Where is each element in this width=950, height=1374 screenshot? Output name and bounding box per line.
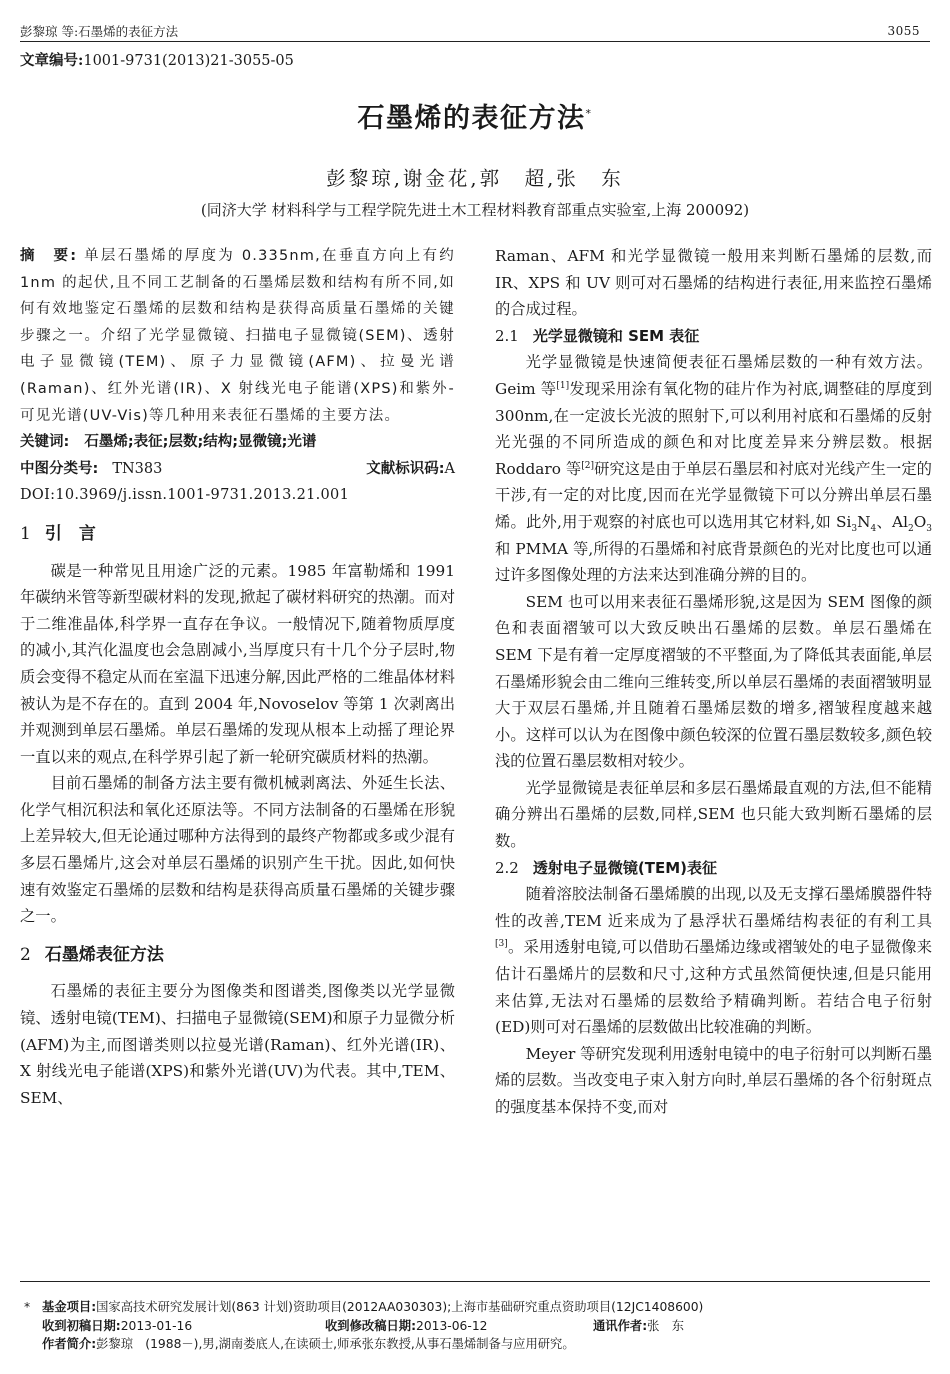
keywords (20, 429, 455, 456)
section-2-title: 石墨烯表征方法 (44, 944, 164, 965)
running-head: 彭黎琼 等:石墨烯的表征方法 (20, 24, 179, 39)
section-2-2-heading (495, 855, 932, 882)
article-number-value: 1001-9731(2013)21-3055-05 (83, 53, 294, 69)
funding-label: 基金项目: (42, 1300, 97, 1314)
paper-title (0, 96, 950, 135)
text-run: 发现采用涂有氧化物的硅片作为衬底,调整硅的厚度到 300nm,在一定波长光波的照射下,可以利用衬底和石墨烯的反射光光强的不同所造成的颜色和对比度差异来分辨层数。根据 Roddaro 等 (495, 379, 932, 478)
received-label: 收到初稿日期: (42, 1318, 121, 1333)
section-1-number: 1 (20, 523, 31, 544)
doc-code-value: A (444, 460, 455, 477)
bio-text: 彭黎琼 (1988－),男,湖南娄底人,在读硕士,师承张东教授,从事石墨烯制备与应用研究。 (96, 1337, 575, 1351)
section-1-paragraph-2: 目前石墨烯的制备方法主要有微机械剥离法、外延生长法、化学气相沉积法和氧化还原法等。不同方法制备的石墨烯在形貌上差异较大,但无论通过哪种方法得到的最终产物都或多或少混有多层石墨烯片,这会对单层石墨烯的识别产生干扰。因此,如何快速有效鉴定石墨烯的层数和结构是获得高质量石墨烯的关键步骤之一。 (20, 774, 455, 926)
footnote-rule (20, 1281, 930, 1282)
authors: 彭黎琼,谢金花,郭 超,张 东 (326, 167, 624, 190)
clc (20, 456, 162, 483)
affiliation: (同济大学 材料科学与工程学院先进土木工程材料教育部重点实验室,上海 200092) (200, 201, 750, 219)
header-rule (20, 41, 930, 42)
section-2-2-paragraph-1 (495, 881, 932, 1041)
keywords-value: 石墨烯;表征;层数;结构;显微镜;光谱 (84, 434, 317, 451)
section-2-2-title: 透射电子显微镜(TEM)表征 (532, 858, 717, 877)
formula-subscript: 3 (851, 523, 858, 534)
section-2-paragraph-1-cont: Raman、AFM 和光学显微镜一般用来判断石墨烯的层数,而 IR、XPS 和 UV 则可对石墨烯的结构进行表征,用来监控石墨烯的合成过程。 (495, 247, 932, 319)
page-number: 3055 (887, 24, 920, 38)
section-1-heading (20, 521, 455, 548)
received-value: 2013-01-16 (120, 1318, 193, 1333)
bio-label: 作者简介: (42, 1337, 97, 1351)
citation-1: [1] (556, 380, 570, 391)
clc-label: 中图分类号: (20, 460, 99, 477)
text-run: 和 PMMA 等,所得的石墨烯和衬底背景颜色的光对比度也可以通过许多图像处理的方法来达到准确分辨的目的。 (495, 539, 932, 585)
formula-subscript: 2 (907, 523, 914, 534)
footnote (24, 1298, 932, 1354)
funding-line (42, 1298, 932, 1317)
formula-part: O (913, 512, 927, 531)
abstract-text: 单层石墨烯的厚度为 0.335nm,在垂直方向上有约 1nm 的起伏,且不同工艺制备的石墨烯层数和结构有所不同,如何有效地鉴定石墨烯的层数和结构是获得高质量石墨烯的关键步骤之一。介绍了光学显微镜、扫描电子显微镜(SEM)、透射电子显微镜(TEM)、原子力显微镜(AFM)、拉曼光谱(Raman)、红外光谱(IR)、X 射线光电子能谱(XPS)和紫外-可见光谱(UV-Vis)等几种用来表征石墨烯的主要方法。 (20, 248, 455, 424)
section-1-title: 引 言 (44, 523, 96, 544)
doc-code (366, 456, 455, 483)
formula-part: Si (836, 512, 852, 531)
classification-row (20, 456, 455, 483)
formula-part: N (857, 512, 871, 531)
text-run: 随着溶胶法制备石墨烯膜的出现,以及无支撑石墨烯膜器件特性的改善,TEM 近来成为了悬浮状石墨烯结构表征的有利工具 (495, 885, 932, 930)
formula-part: Al (892, 512, 908, 531)
formula-subscript: 3 (926, 523, 932, 534)
funding-text: 国家高技术研究发展计划(863 计划)资助项目(2012AA030303);上海市基础研究重点资助项目(12JC1408600) (96, 1300, 704, 1314)
section-2-1-paragraph-2: SEM 也可以用来表征石墨烯形貌,这是因为 SEM 图像的颜色和表面褶皱可以大致反映出石墨烯的层数。单层石墨烯在 SEM 下是有着一定厚度褶皱的不平整面,为了降低其表面能,单层石墨烯形貌会由二维向三维转变,所以单层石墨烯的表面褶皱明显大于双层石墨烯,并且随着石墨烯层数的增多,褶皱程度越来越小。这样可以认为在图像中颜色较深的位置石墨层数较多,颜色较浅的位置石墨层数相对较少。 (495, 592, 932, 771)
text-run: 。采用透射电镜,可以借助石墨烯边缘或褶皱处的电子显微像来估计石墨烯片的层数和尺寸,这种方式虽然简便快速,但是只能用来估算,无法对石墨烯的层数给予精确判断。若结合电子衍射(ED)则可对石墨烯的层数做出比较准确的判断。 (495, 938, 932, 1037)
citation-3: [3] (495, 939, 508, 950)
received-date (42, 1317, 325, 1336)
clc-value: TN383 (112, 460, 163, 477)
section-2-2-number: 2.2 (495, 858, 519, 877)
keywords-label: 关键词: (20, 434, 70, 451)
section-2-number: 2 (20, 944, 31, 965)
formula-al2o3 (892, 512, 932, 534)
abstract (20, 243, 455, 429)
footnote-mark: * (24, 1300, 31, 1314)
article-number (20, 49, 294, 70)
section-2-1-paragraph-3: 光学显微镜是表征单层和多层石墨烯最直观的方法,但不能精确分辨出石墨烯的层数,同样,SEM 也只能大致判断石墨烯的层数。 (495, 778, 932, 851)
section-2-1-number: 2.1 (495, 326, 519, 345)
section-2-2-paragraph-2: Meyer 等研究发现利用透射电镜中的电子衍射可以判断石墨烯的层数。当改变电子束入射方向时,单层石墨烯的各个衍射斑点的强度基本保持不变,而对 (495, 1044, 933, 1116)
formula-subscript: 4 (870, 523, 877, 534)
corresponding-label: 通讯作者: (593, 1318, 648, 1333)
section-2-1-paragraph-1 (495, 349, 932, 588)
formula-si3n4 (836, 512, 877, 534)
paper-title-text: 石墨烯的表征方法 (357, 103, 586, 134)
citation-2: [2] (581, 460, 594, 471)
text-run: 研究这是由于单层石墨层和衬底对光线产生一定的干涉,有一定的对比度,因而在光学显微镜下可以分辨出单层石墨烯。此外,用于观察的衬底也可以选用其它材料,如 (495, 459, 932, 531)
corresponding-author (593, 1317, 684, 1336)
title-footnote-mark: * (585, 107, 593, 120)
doi: DOI:10.3969/j.issn.1001-9731.2013.21.001 (20, 487, 350, 504)
right-column (495, 243, 932, 1121)
section-2-heading (20, 942, 455, 969)
left-column (20, 243, 455, 1111)
abstract-label: 摘 要: (20, 248, 78, 264)
text-run: 光学显微镜是快速简便表征石墨烯层数的一种有效方法。Geim 等 (495, 353, 932, 398)
section-2-1-title: 光学显微镜和 SEM 表征 (532, 326, 700, 345)
section-1-paragraph-1: 碳是一种常见且用途广泛的元素。1985 年富勒烯和 1991 年碳纳米管等新型碳材料的发现,掀起了碳材料研究的热潮。而对于二维准晶体,科学界一直存在争议。一般情况下,随着物质厚度的减小,其汽化温度也会急剧减小,当厚度只有十几个分子层时,物质会变得不稳定从而在室温下迅速分解,因此严格的二维晶体材料被认为是不存在的。直到 2004 年,Novoselov 等第 1 次剥离出并观测到单层石墨烯。单层石墨烯的发现从根本上动摇了理论界一直以来的观点,在科学界引起了新一轮研究碳质材料的热潮。 (20, 561, 455, 766)
dates-line (42, 1317, 932, 1336)
bio-line (42, 1335, 932, 1354)
text-run: 、 (876, 512, 893, 531)
revised-value: 2013-06-12 (416, 1318, 488, 1333)
doc-code-label: 文献标识码: (366, 460, 445, 477)
revised-date (325, 1317, 593, 1336)
article-number-label: 文章编号: (20, 52, 84, 69)
section-2-paragraph-1: 石墨烯的表征主要分为图像类和图谱类,图像类以光学显微镜、透射电镜(TEM)、扫描电子显微镜(SEM)和原子力显微分析(AFM)为主,而图谱类则以拉曼光谱(Raman)、红外光谱(IR)、X 射线光电子能谱(XPS)和紫外光谱(UV)为代表。其中,TEM、SEM、 (20, 982, 455, 1107)
corresponding-value: 张 东 (647, 1318, 685, 1333)
revised-label: 收到修改稿日期: (325, 1318, 416, 1333)
section-2-1-heading (495, 323, 932, 350)
